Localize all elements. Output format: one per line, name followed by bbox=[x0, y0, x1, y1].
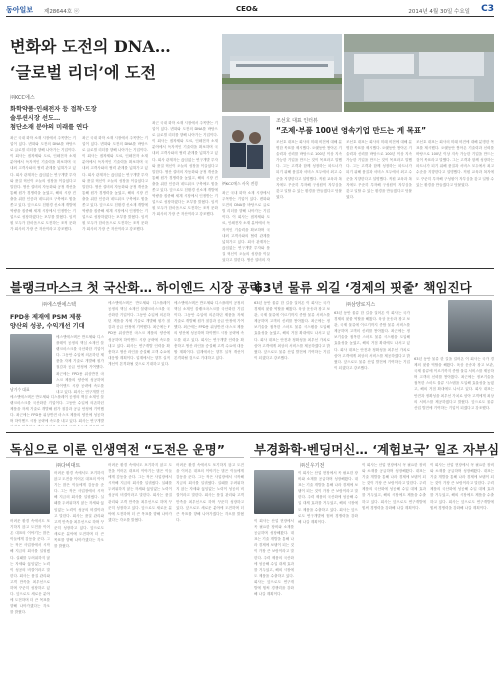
article5-rule bbox=[6, 457, 244, 458]
article5-title: 독심으로 이룬 인생역전 “도전은 운명” bbox=[10, 442, 225, 457]
interview-photo bbox=[222, 116, 270, 178]
page-header bbox=[6, 3, 494, 17]
article5-body-col3: 어려운 환경 속에서도 포기하지 않고 도전을 이어온 대표의 이야기는 많은 이들에게 감동을 준다. 그는 작은 사업장에서 시작해 지금의 회사를 일궈냈다. 실패를 두려워하지 않는 자세와 끊임없는 노력이 성공의 비결이라고 말한다. 회사는 품질 관리와 고객 만족을 최우선으로 하며 꾸준히 성장하고 있다. 앞으로도 새로운 분야에 도전하며 더 큰 목표를 향해 나아가겠다는 각오를 밝혔다. bbox=[176, 463, 244, 522]
article3-body-col1a: 에스앤에스텍은 반도체와 디스플레이 공정의 핵심 소재인 블랭크마스크를 국산화한 기업이다. 그동안 수입에 의존하던 제품을 자체 기술로 개발해 원가 절감과 공급 안정에 기여했다. 최근에는 FPD용 위상반전 마스크 제품의 양산에 성공하며 하이엔드 시장 공략에 속도를 내고 있다. 회사는 연구개발 인 bbox=[56, 335, 104, 394]
article4-tag: ㈜삼양로지스 bbox=[346, 302, 376, 308]
article1-body-col4: 최근 국내 화학 소재 시장에서 주목받는 기업이 있다. 변화와 도전의 DNA를 바탕으로 글로벌 리더를 향해 나아가는 기업이다. 이 회사는 접착제와 도료, 인쇄전자 소재 분야에서 독자적인 기술력을 확보하며 국내외 고객사와의 협력 관계를 넓혀가고 있다. 회사 관계자는 끊임없는 연구개발 투자와 품질 혁신이 오늘의 성장을 이끌었다고 말한다. 생산 설비의 자 bbox=[222, 191, 270, 263]
publish-date: 2014년 4월 30일 수요일 bbox=[408, 9, 470, 15]
campus-aerial-photo bbox=[344, 34, 494, 112]
article5-portrait bbox=[10, 470, 50, 514]
article3-body-col2: 에스앤에스텍은 반도체와 디스플레이 공정의 핵심 소재인 블랭크마스크를 국산화한 기업이다. 그동안 수입에 의존하던 제품을 자체 기술로 개발해 원가 절감과 공급 안정에 기여했다. 최근에는 FPD용 위상반전 마스크 제품의 양산에 성공하며 하이엔드 시장 공략에 속도를 내고 있다. 회사는 연구개발 인력을 확충하고 생산 라인을 증설해 고객 수요에 대응할 계획이다. 업계에서는 향후 실적 개선이 본격화될 것으로 기대하고 있다. bbox=[108, 301, 170, 366]
article3-title: 블랭크마스크 첫 국산화… 하이엔드 시장 공략 bbox=[10, 280, 262, 295]
article4-title: 63년 물류 외길 ‘경제의 핏줄’ 책임진다 bbox=[254, 280, 472, 295]
section-title: CEO& bbox=[236, 5, 258, 13]
article3-body-col3: 에스앤에스텍은 반도체와 디스플레이 공정의 핵심 소재인 블랭크마스크를 국산화한 기업이다. 그동안 수입에 의존하던 제품을 자체 기술로 개발해 원가 절감과 공급 안정에 기여했다. 최근에는 FPD용 위상반전 마스크 제품의 양산에 성공하며 하이엔드 시장 공략에 속도를 내고 있다. 회사는 연구개발 인력을 확충하고 생산 라인을 증설해 고객 수요에 대응할 계획이다. 업계에서는 향후 실적 개선이 본격화될 것으로 기대하고 있다. bbox=[174, 301, 244, 360]
article6-body-col2: 이 회사는 산업 현장에서 꼭 필요한 장비와 소재를 공급하며 성장해왔다. 대표는 기술 개발을 통해 나라 경제에 보탬이 되는 것이 가장 큰 보람이라고 말한다. 주력 제품의 국산화에 성공해 수입 대체 효과를 거두었고, 해외 시장에도 제품을 수출하고 있다. 회사는 앞으로도 연구개발에 힘써 경쟁력을 강화해 나갈 계획이다. bbox=[362, 463, 426, 510]
article6-portrait bbox=[254, 470, 294, 514]
article4-body-col2: 63년 동안 물류 한 길을 걸어온 이 회사는 국가 경제의 핏줄 역할을 해왔다. 육상 운송과 창고 보관, 국제 물류에 이르기까지 종합 물류 서비스를 제공하며 고객의 신뢰를 쌓아왔다. 최근에는 정보기술을 접목한 스마트 물류 시스템을 도입해 효율성을 높였고, 해외 거점 확대에도 나서고 있다. 회사 대표는 안전과 정확성을 최우선 가치로 삼아 고객에게 최상의 서비스를 제공하겠다고 밝혔다. 앞으로도 물류 산업 발전에 기여하는 기업이 되겠다고 강조했다. bbox=[334, 311, 410, 370]
article3-subhead-2: 양산의 성공, 수익개선 기대 bbox=[10, 323, 85, 330]
section-divider bbox=[6, 268, 494, 269]
article6-title: 부경화학·벤딩머신… ‘계험보국’ 일조 자부심 bbox=[254, 442, 500, 457]
photo-caption: ㈜KCC에스 사옥 전경 bbox=[222, 181, 258, 186]
article3-rule bbox=[6, 295, 244, 296]
article4-rule bbox=[250, 295, 494, 296]
factory-building-illustration bbox=[222, 34, 342, 112]
people-illustration bbox=[222, 116, 270, 178]
article1-subhead-2: 솔루션시장 선도… bbox=[10, 115, 61, 122]
article3-body-col1b: 에스앤에스텍은 반도체와 디스플레이 공정의 핵심 소재인 블랭크마스크를 국산화한 기업이다. 그동안 수입에 의존하던 제품을 자체 기술로 개발해 원가 절감과 공급 안정에 기여했다. 최근에는 FPD용 위상반전 마스크 제품의 양산에 성공하며 하이엔드 시장 공략에 속도를 내고 있다. 회사는 연구개발 bbox=[10, 395, 104, 424]
article5-tag: ㈜다비대트 bbox=[56, 463, 81, 469]
article5-body-col0: 어려운 환경 속에서도 포기하지 않고 도전을 이어온 대표의 이야기는 많은 이들에게 감동을 준다. 그는 작은 사업장에서 시작해 지금의 회사를 일궈냈다. 실패를 두려워하지 않는 자세와 끊임없는 노력이 성공의 비결이라고 말한다. 회사는 품질 관리와 고객 만족을 최우선으로 하며 꾸준히 성장하고 있다. 앞으로도 새로운 분야에 도전하며 더 큰 목표를 향해 나아가겠다는 각오를 밝혔다. bbox=[10, 519, 50, 615]
article4-body-col1: 63년 동안 물류 한 길을 걸어온 이 회사는 국가 경제의 핏줄 역할을 해왔다. 육상 운송과 창고 보관, 국제 물류에 이르기까지 종합 물류 서비스를 제공하며 고객의 신뢰를 쌓아왔다. 최근에는 정보기술을 접목한 스마트 물류 시스템을 도입해 효율성을 높였고, 해외 거점 확대에도 나서고 있다. 회사 대표는 안전과 정확성을 최우선 가치로 삼아 고객에게 최상의 서비스를 제공하겠다고 밝혔다. 앞으로도 물류 산업 발전에 기여하는 기업이 되겠다고 강조했다. bbox=[254, 301, 330, 360]
section-divider-2 bbox=[6, 432, 494, 433]
article1-subhead-3: 첨단소재 분야의 미래를 연다 bbox=[10, 124, 89, 131]
article6-body-col0: 이 회사는 산업 현장에서 꼭 필요한 장비와 소재를 공급하며 성장해왔다. 대표는 기술 개발을 통해 나라 경제에 보탬이 되는 것이 가장 큰 보람이라고 말한다. 주력 제품의 국산화에 성공해 수입 대체 효과를 거두었고, 해외 시장에도 제품을 수출하고 있다. 회사는 앞으로도 연구개발에 힘써 경쟁력을 강화해 나갈 계획이다. bbox=[254, 519, 294, 597]
ceo-portrait bbox=[10, 334, 52, 384]
article2-body-col2: 조선호 대표는 회사의 미래 비전에 대해 분명한 목표를 제시했다. 오랫동안 쌓아온 기술력과 신뢰를 바탕으로 100년 이상 지속 가능한 기업을 만드는 것이 목표라고 말했다. 그는 고객과 함께 성장하는 파트너가 되기 위해 품질과 서비스 모두에서 최고 수준을 지향한다고 설명했다. 직원 교육과 복지에도 꾸준히 투자해 구성원이 자부심을 갖고 일할 수 있는 환경을 만들겠다고 덧붙였다. bbox=[346, 140, 412, 199]
article6-body-col3: 이 회사는 산업 현장에서 꼭 필요한 장비와 소재를 공급하며 성장해왔다. 대표는 기술 개발을 통해 나라 경제에 보탬이 되는 것이 가장 큰 보람이라고 말한다. 주력 제품의 국산화에 성공해 수입 대체 효과를 거두었고, 해외 시장에도 제품을 수출하고 있다. 회사는 앞으로도 연구개발에 힘써 경쟁력을 강화해 나갈 계획이다. bbox=[430, 463, 494, 510]
article5-body-col1: 어려운 환경 속에서도 포기하지 않고 도전을 이어온 대표의 이야기는 많은 이들에게 감동을 준다. 그는 작은 사업장에서 시작해 지금의 회사를 일궈냈다. 실패를 두려워하지 않는 자세와 끊임없는 노력이 성공의 비결이라고 말한다. 회사는 품질 관리와 고객 만족을 최우선으로 하며 꾸준히 성장하고 있다. 앞으로도 새로운 분야에 도전하며 더 큰 목표를 향해 나아가겠다는 각오를 밝혔다. bbox=[54, 471, 104, 549]
logistics-ceo-portrait bbox=[448, 300, 492, 352]
article1-title-line2: ‘글로벌 리더’에 도전 bbox=[10, 63, 156, 82]
article1-tag: ㈜KCC에스 bbox=[10, 95, 35, 101]
article1-body-col2: 최근 국내 화학 소재 시장에서 주목받는 기업이 있다. 변화와 도전의 DNA를 바탕으로 글로벌 리더를 향해 나아가는 기업이다. 이 회사는 접착제와 도료, 인쇄전자 소재 분야에서 독자적인 기술력을 확보하며 국내외 고객사와의 협력 관계를 넓혀가고 있다. 회사 관계자는 끊임없는 연구개발 투자와 품질 혁신이 오늘의 성장을 이끌었다고 말한다. 생산 설비의 자동화와 공정 개선을 통해 원가 경쟁력을 높였고, 해외 시장 진출을 위한 인증과 네트워크 구축에도 힘을 쏟고 있다. 앞으로도 친환경 신소재 개발에 역량을 집중해 세계 시장에서 인정받는 기업으로 성장하겠다는 포부를 밝혔다. 임직원 모두가 한마음으로 도전하는 조직 문화가 회사의 가장 큰 자산이라고 강조했다. bbox=[82, 136, 148, 232]
campus-aerial-illustration bbox=[344, 34, 494, 112]
article3-subhead-1: FPD용 제재에 PSM 제품 bbox=[10, 314, 82, 321]
article2-title: “조제·부품 100년 영속기업 만드는 게 목표” bbox=[276, 126, 427, 135]
ceo-portrait-caption: 남기수 대표 bbox=[10, 387, 30, 392]
article1-body-col1: 최근 국내 화학 소재 시장에서 주목받는 기업이 있다. 변화와 도전의 DNA를 바탕으로 글로벌 리더를 향해 나아가는 기업이다. 이 회사는 접착제와 도료, 인쇄전자 소재 분야에서 독자적인 기술력을 확보하며 국내외 고객사와의 협력 관계를 넓혀가고 있다. 회사 관계자는 끊임없는 연구개발 투자와 품질 혁신이 오늘의 성장을 이끌었다고 말한다. 생산 설비의 자동화와 공정 개선을 통해 원가 경쟁력을 높였고, 해외 시장 진출을 위한 인증과 네트워크 구축에도 힘을 쏟고 있다. 앞으로도 친환경 신소재 개발에 역량을 집중해 세계 시장에서 인정받는 기업으로 성장하겠다는 포부를 밝혔다. 임직원 모두가 한마음으로 도전하는 조직 문화가 회사의 가장 큰 자산이라고 강조했다. bbox=[10, 136, 76, 232]
article6-body-col1: 이 회사는 산업 현장에서 꼭 필요한 장비와 소재를 공급하며 성장해왔다. 대표는 기술 개발을 통해 나라 경제에 보탬이 되는 것이 가장 큰 보람이라고 말한다. 주력 제품의 국산화에 성공해 수입 대체 효과를 거두었고, 해외 시장에도 제품을 수출하고 있다. 회사는 앞으로도 연구개발에 힘써 경쟁력을 강화해 나갈 계획이다. bbox=[298, 471, 358, 524]
article6-rule bbox=[250, 457, 494, 458]
factory-photo bbox=[222, 34, 342, 112]
article2-body-col3: 조선호 대표는 회사의 미래 비전에 대해 분명한 목표를 제시했다. 오랫동안 쌓아온 기술력과 신뢰를 바탕으로 100년 이상 지속 가능한 기업을 만드는 것이 목표라고 말했다. 그는 고객과 함께 성장하는 파트너가 되기 위해 품질과 서비스 모두에서 최고 수준을 지향한다고 설명했다. 직원 교육과 복지에도 꾸준히 투자해 구성원이 자부심을 갖고 일할 수 있는 환경을 만들겠다고 덧붙였다. bbox=[416, 140, 494, 187]
article2-body-col1: 조선호 대표는 회사의 미래 비전에 대해 분명한 목표를 제시했다. 오랫동안 쌓아온 기술력과 신뢰를 바탕으로 100년 이상 지속 가능한 기업을 만드는 것이 목표라고 말했다. 그는 고객과 함께 성장하는 파트너가 되기 위해 품질과 서비스 모두에서 최고 수준을 지향한다고 설명했다. 직원 교육과 복지에도 꾸준히 투자해 구성원이 자부심을 갖고 일할 수 있는 환경을 만들겠다고 덧붙였다. bbox=[276, 140, 342, 199]
article1-title-line1: 변화와 도전의 DNA… bbox=[10, 37, 171, 56]
article1-subhead-1: 화학약품·인쇄전자 등 접착·도장 bbox=[10, 106, 97, 113]
issue-number: 제28644호 ⓔ bbox=[44, 9, 80, 15]
article5-body-col2: 어려운 환경 속에서도 포기하지 않고 도전을 이어온 대표의 이야기는 많은 이들에게 감동을 준다. 그는 작은 사업장에서 시작해 지금의 회사를 일궈냈다. 실패를 두려워하지 않는 자세와 끊임없는 노력이 성공의 비결이라고 말한다. 회사는 품질 관리와 고객 만족을 최우선으로 하며 꾸준히 성장하고 있다. 앞으로도 새로운 분야에 도전하며 더 큰 목표를 향해 나아가겠다는 각오를 밝혔다. bbox=[108, 463, 172, 522]
article6-tag: ㈜신우기전 bbox=[300, 463, 325, 469]
article2-tag: 조선호 대표 인터뷰 bbox=[276, 118, 318, 124]
newspaper-logo: 동아일보 bbox=[6, 5, 34, 14]
article1-body-col3: 최근 국내 화학 소재 시장에서 주목받는 기업이 있다. 변화와 도전의 DNA를 바탕으로 글로벌 리더를 향해 나아가는 기업이다. 이 회사는 접착제와 도료, 인쇄전자 소재 분야에서 독자적인 기술력을 확보하며 국내외 고객사와의 협력 관계를 넓혀가고 있다. 회사 관계자는 끊임없는 연구개발 투자와 품질 혁신이 오늘의 성장을 이끌었다고 말한다. 생산 설비의 자동화와 공정 개선을 통해 원가 경쟁력을 높였고, 해외 시장 진출을 위한 인증과 네트워크 구축에도 힘을 쏟고 있다. 앞으로도 친환경 신소재 개발에 역량을 집중해 세계 시장에서 인정받는 기업으로 성장하겠다는 포부를 밝혔다. 임직원 모두가 한마음으로 도전하는 조직 문화가 회사의 가장 큰 자산이라고 강조했다. bbox=[152, 121, 218, 217]
page-number: C3 bbox=[481, 4, 494, 14]
article4-body-col3: 63년 동안 물류 한 길을 걸어온 이 회사는 국가 경제의 핏줄 역할을 해왔다. 육상 운송과 창고 보관, 국제 물류에 이르기까지 종합 물류 서비스를 제공하며 고객의 신뢰를 쌓아왔다. 최근에는 정보기술을 접목한 스마트 물류 시스템을 도입해 효율성을 높였고, 해외 거점 확대에도 나서고 있다. 회사 대표는 안전과 정확성을 최우선 가치로 삼아 고객에게 최상의 서비스를 제공하겠다고 밝혔다. 앞으로도 물류 산업 발전에 기여하는 기업이 되겠다고 강조했다. bbox=[414, 357, 494, 410]
article3-tag: ㈜에스앤에스텍 bbox=[42, 302, 76, 308]
